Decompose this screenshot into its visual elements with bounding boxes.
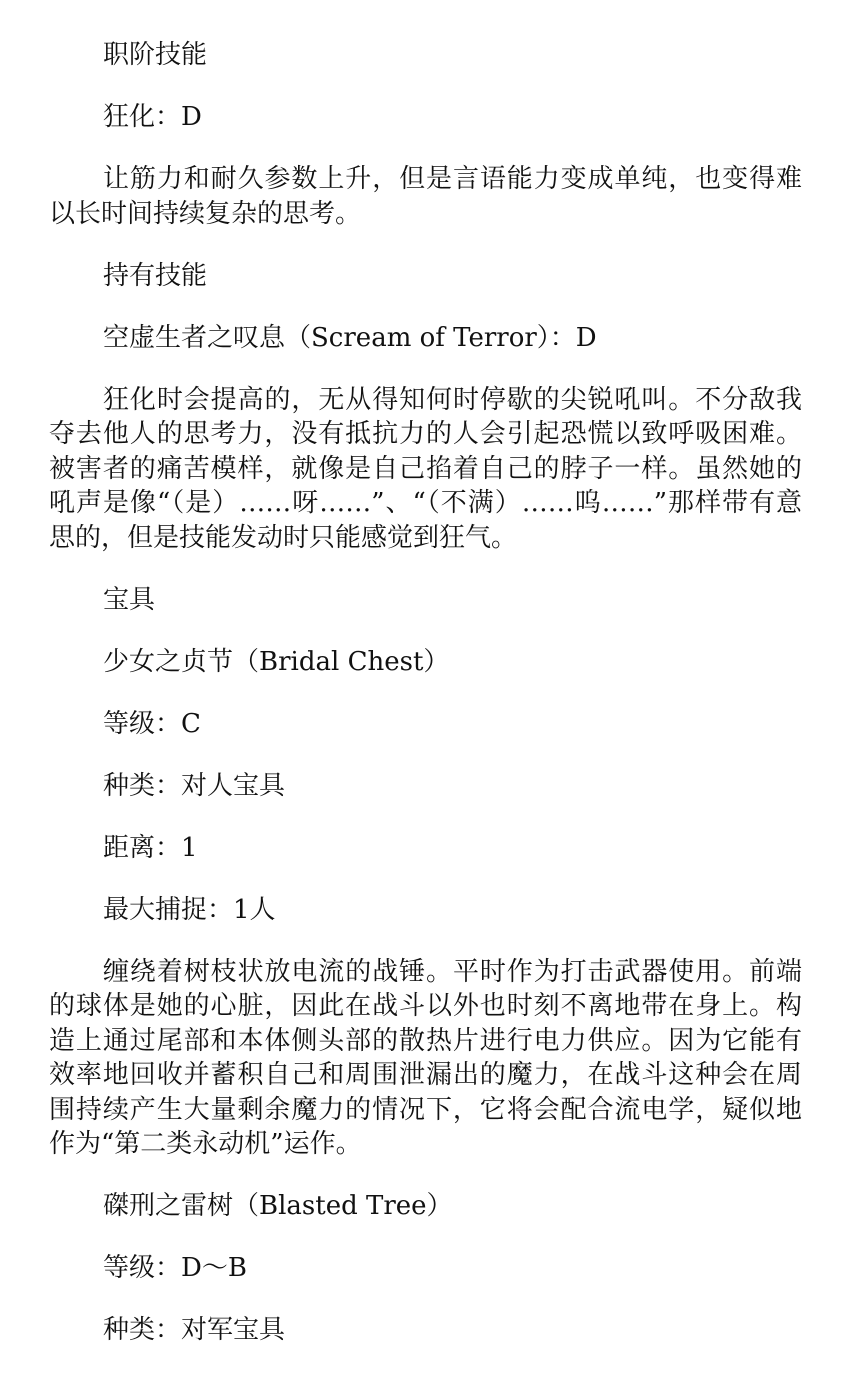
np-blasted-tree-rank: 等级：D～B [103,1253,247,1283]
np-bridal-chest-title: 少女之贞节（Bridal Chest） [103,646,450,677]
np-bridal-chest-description: 缠绕着树枝状放电流的战锤。平时作为打击武器使用。前端的球体是她的心脏，因此在战斗以外也时刻不离地带在身上。构造上通过尾部和本体侧头部的散热片进行电力供应。因为它能有效率地回收并蓄积自己和周围泄漏出的魔力，在战斗这种会在周围持续产生大量剩余魔力的情况下，它将会配合流电学，疑似地作为“第二类永动机”运作。 [49,956,802,1159]
np-blasted-tree-type: 种类：对军宝具 [103,1315,286,1345]
heading-personal-skills: 持有技能 [103,260,208,291]
np-bridal-chest-range: 距离：1 [103,832,198,863]
np-bridal-chest-type: 种类：对人宝具 [103,770,286,801]
skill-madness-enhancement: 狂化：D [103,102,202,132]
skill-scream-description: 狂化时会提高的，无从得知何时停歇的尖锐吼叫。不分敌我夺去他人的思考力，没有抵抗力的人会引起恐慌以致呼吸困难。被害者的痛苦模样，就像是自己掐着自己的脖子一样。虽然她的吼声是像“（是）……呀……”、“（不满）……呜……”那样带有意思的，但是技能发动时只能感觉到狂气。 [49,384,802,553]
np-bridal-chest-rank: 等级：C [103,708,201,739]
skill-scream-of-terror: 空虚生者之叹息（Scream of Terror）：D [103,322,597,353]
np-blasted-tree-title: 磔刑之雷树（Blasted Tree） [103,1191,453,1221]
heading-class-skills: 职阶技能 [103,40,208,70]
heading-noble-phantasm: 宝具 [103,584,156,615]
skill-madness-description: 让筋力和耐久参数上升，但是言语能力变成单纯，也变得难以长时间持续复杂的思考。 [49,164,802,229]
np-bridal-chest-max-targets: 最大捕捉：1人 [103,894,276,925]
